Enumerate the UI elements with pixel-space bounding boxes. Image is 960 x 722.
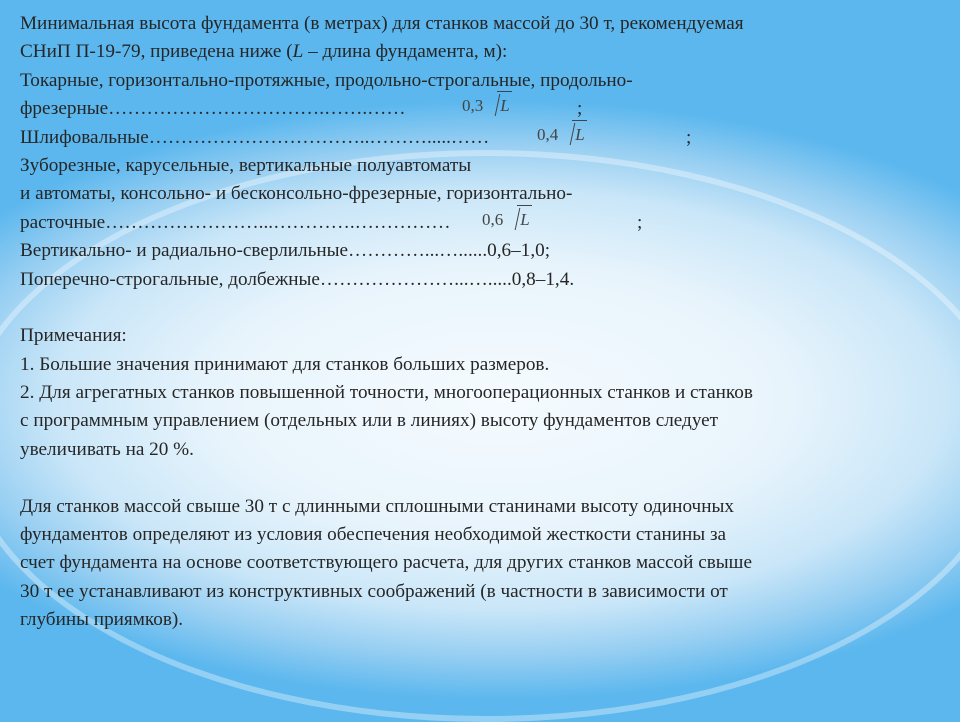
paragraph-line: глубины приямков). (20, 609, 184, 631)
paragraph-line: фундаментов определяют из условия обеспечения необходимой жесткости станины за (20, 524, 727, 546)
formula (462, 91, 512, 120)
note-line: 2. Для агрегатных станков повышенной точности, многооперационных станков и станков (20, 382, 753, 404)
intro-line-text: СНиП П-19-79, приведена ниже (L – длина фундамента, м): (20, 41, 508, 63)
paragraph-line: счет фундамента на основе соответствующего расчета, для других станков массой свыше (20, 552, 752, 574)
note-line: увеличивать на 20 %. (20, 438, 194, 460)
item-line: Вертикально- и радиально-сверлильные…………...…......0,6–1,0; (20, 240, 551, 262)
item-label: Шлифовальные……………………………..……….....…… (20, 126, 490, 148)
formula-radicand: L (497, 91, 511, 120)
item-end: ; (637, 211, 643, 233)
item-label: расточные……………………...………….…………… (20, 211, 451, 233)
item-line (20, 95, 945, 123)
spacer (20, 294, 945, 322)
sqrt-icon (560, 120, 586, 149)
formula (482, 205, 532, 234)
slide-content (20, 10, 945, 635)
paragraph-line: 30 т ее устанавливают из конструктивных соображений (в частности в зависимости от (20, 580, 728, 602)
formula-coef: 0,6 (482, 209, 504, 229)
formula-coef: 0,4 (537, 124, 559, 144)
note-line: с программным управлением (отдельных или в линиях) высоту фундаментов следует (20, 410, 719, 432)
item-line: и автоматы, консольно- и бесконсольно-фрезерные, горизонтально- (20, 183, 573, 205)
sqrt-icon (485, 91, 511, 120)
item-line (20, 209, 945, 237)
item-label: фрезерные…………………………….…….…… (20, 98, 406, 120)
intro-line (20, 38, 945, 66)
item-end: ; (577, 98, 583, 120)
item-line: Зуборезные, карусельные, вертикальные полуавтоматы (20, 154, 472, 176)
sqrt-icon (505, 205, 531, 234)
formula-radicand: L (517, 205, 531, 234)
note-line: 1. Большие значения принимают для станков больших размеров. (20, 353, 550, 375)
item-end: ; (686, 126, 692, 148)
item-line (20, 124, 945, 152)
formula-coef: 0,3 (462, 96, 484, 116)
spacer (20, 464, 945, 492)
item-line: Токарные, горизонтально-протяжные, продольно-строгальные, продольно- (20, 69, 633, 91)
intro-line: Минимальная высота фундамента (в метрах) для станков массой до 30 т, рекомендуемая (20, 13, 744, 34)
formula (537, 120, 587, 149)
item-line: Поперечно-строгальные, долбежные…………………...….....0,8–1,4. (20, 268, 575, 290)
paragraph-line: Для станков массой свыше 30 т с длинными сплошными станинами высоту одиночных (20, 495, 734, 517)
notes-title: Примечания: (20, 325, 127, 347)
formula-radicand: L (572, 120, 586, 149)
